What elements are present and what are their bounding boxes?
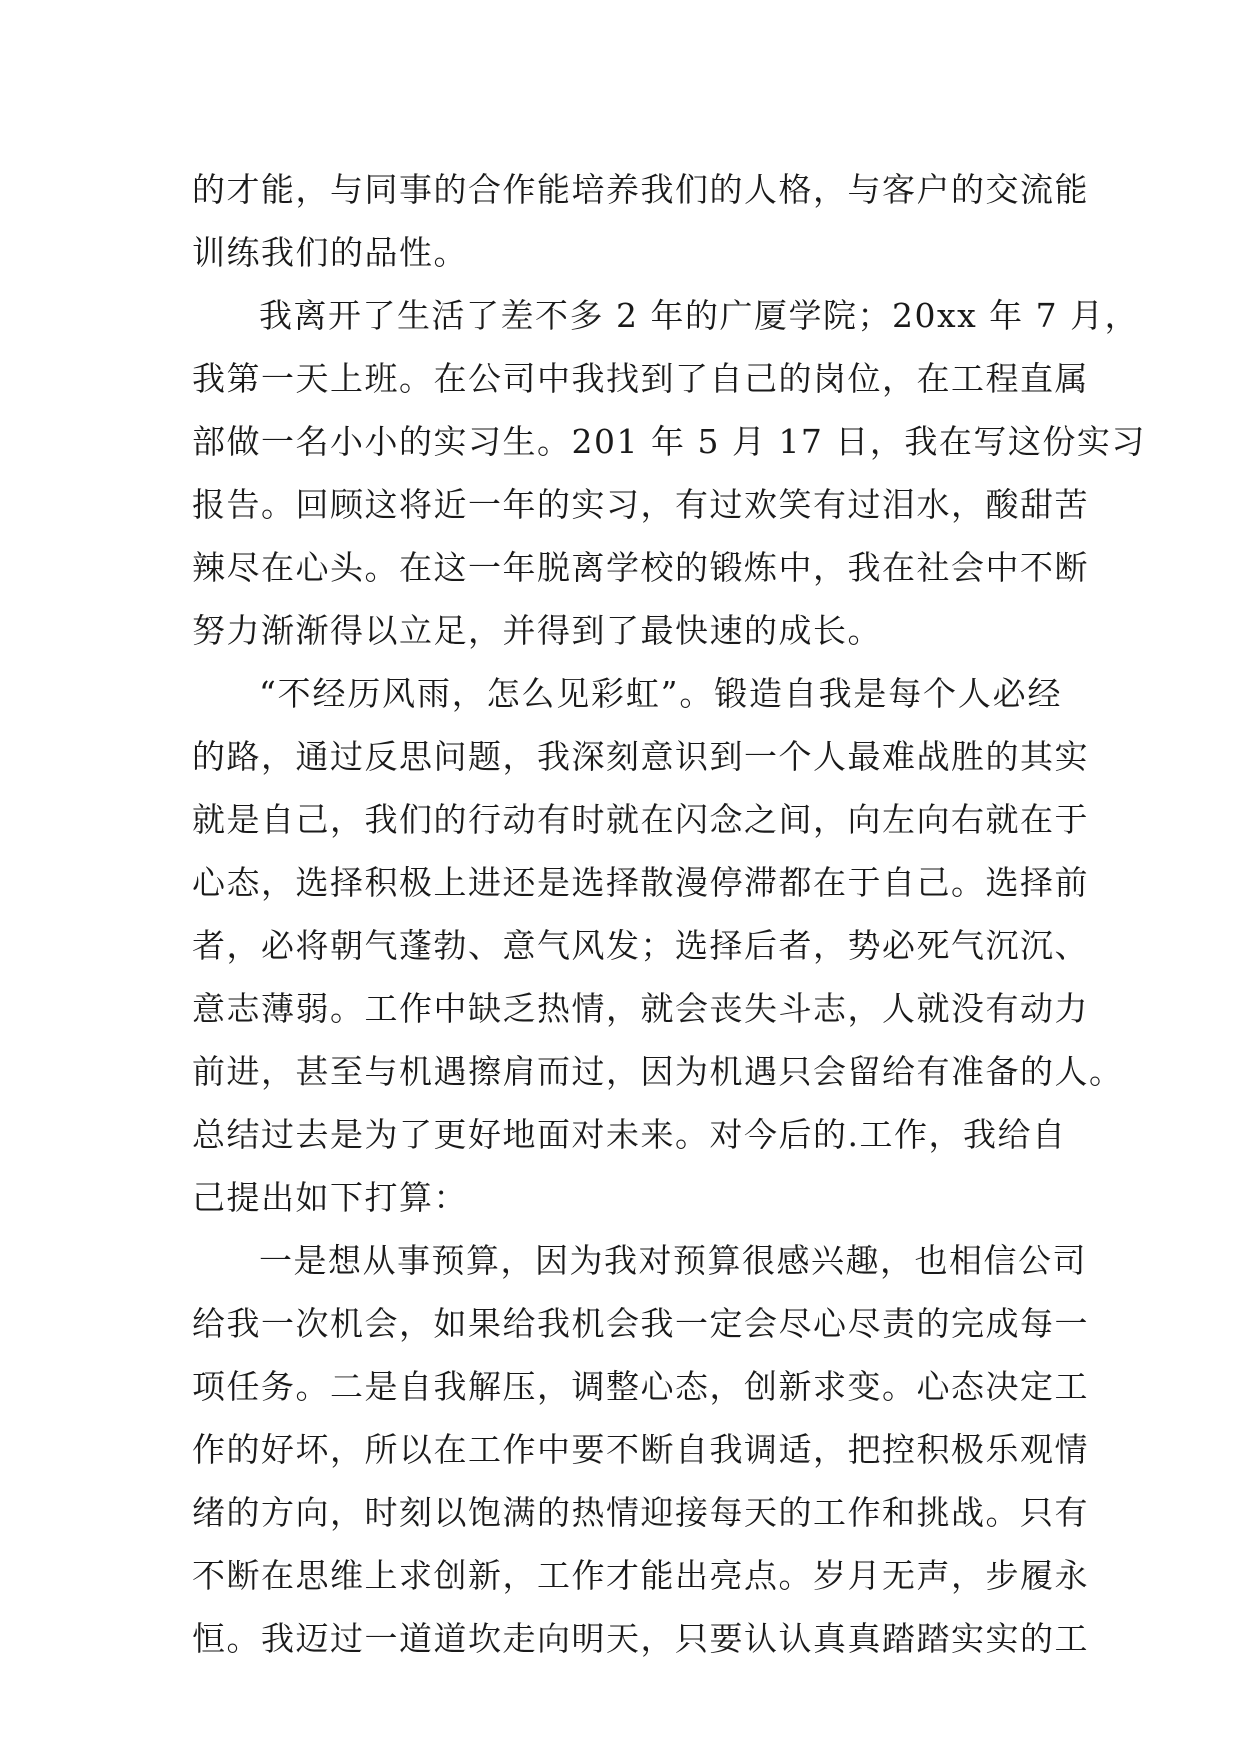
text-line: 报告。回顾这将近一年的实习，有过欢笑有过泪水，酸甜苦 xyxy=(192,485,1089,524)
paragraph-first-line: “不经历风雨，怎么见彩虹”。锻造自我是每个人必经 xyxy=(259,674,1062,713)
paragraph-first-line: 一是想从事预算，因为我对预算很感兴趣，也相信公司 xyxy=(259,1241,1087,1280)
text-line: 部做一名小小的实习生。201 年 5 月 17 日，我在写这份实习 xyxy=(192,422,1146,461)
text-line: 的才能，与同事的合作能培养我们的人格，与客户的交流能 xyxy=(192,170,1089,209)
text-line: 我第一天上班。在公司中我找到了自己的岗位，在工程直属 xyxy=(192,359,1089,398)
text-line: 给我一次机会，如果给我机会我一定会尽心尽责的完成每一 xyxy=(192,1304,1089,1343)
text-line: 心态，选择积极上进还是选择散漫停滞都在于自己。选择前 xyxy=(192,863,1089,902)
text-line: 项任务。二是自我解压，调整心态，创新求变。心态决定工 xyxy=(192,1367,1089,1406)
text-line: 前进，甚至与机遇擦肩而过，因为机遇只会留给有准备的人。 xyxy=(192,1052,1124,1091)
text-line: 辣尽在心头。在这一年脱离学校的锻炼中，我在社会中不断 xyxy=(192,548,1089,587)
text-line: 训练我们的品性。 xyxy=(192,233,468,272)
text-line: 总结过去是为了更好地面对未来。对今后的.工作，我给自 xyxy=(192,1115,1067,1154)
text-line: 恒。我迈过一道道坎走向明天，只要认认真真踏踏实实的工 xyxy=(192,1619,1089,1658)
text-line: 意志薄弱。工作中缺乏热情，就会丧失斗志，人就没有动力 xyxy=(192,989,1089,1028)
paragraph-first-line: 我离开了生活了差不多 2 年的广厦学院；20xx 年 7 月， xyxy=(259,296,1140,335)
text-line: 努力渐渐得以立足，并得到了最快速的成长。 xyxy=(192,611,882,650)
text-line: 就是自己，我们的行动有时就在闪念之间，向左向右就在于 xyxy=(192,800,1089,839)
text-line: 绪的方向，时刻以饱满的热情迎接每天的工作和挑战。只有 xyxy=(192,1493,1089,1532)
body-text xyxy=(192,158,1146,1670)
text-line: 作的好坏，所以在工作中要不断自我调适，把控积极乐观情 xyxy=(192,1430,1089,1469)
text-line: 的路，通过反思问题，我深刻意识到一个人最难战胜的其实 xyxy=(192,737,1089,776)
text-line: 己提出如下打算： xyxy=(192,1178,468,1217)
text-line: 不断在思维上求创新，工作才能出亮点。岁月无声，步履永 xyxy=(192,1556,1089,1595)
text-line: 者，必将朝气蓬勃、意气风发；选择后者，势必死气沉沉、 xyxy=(192,926,1089,965)
